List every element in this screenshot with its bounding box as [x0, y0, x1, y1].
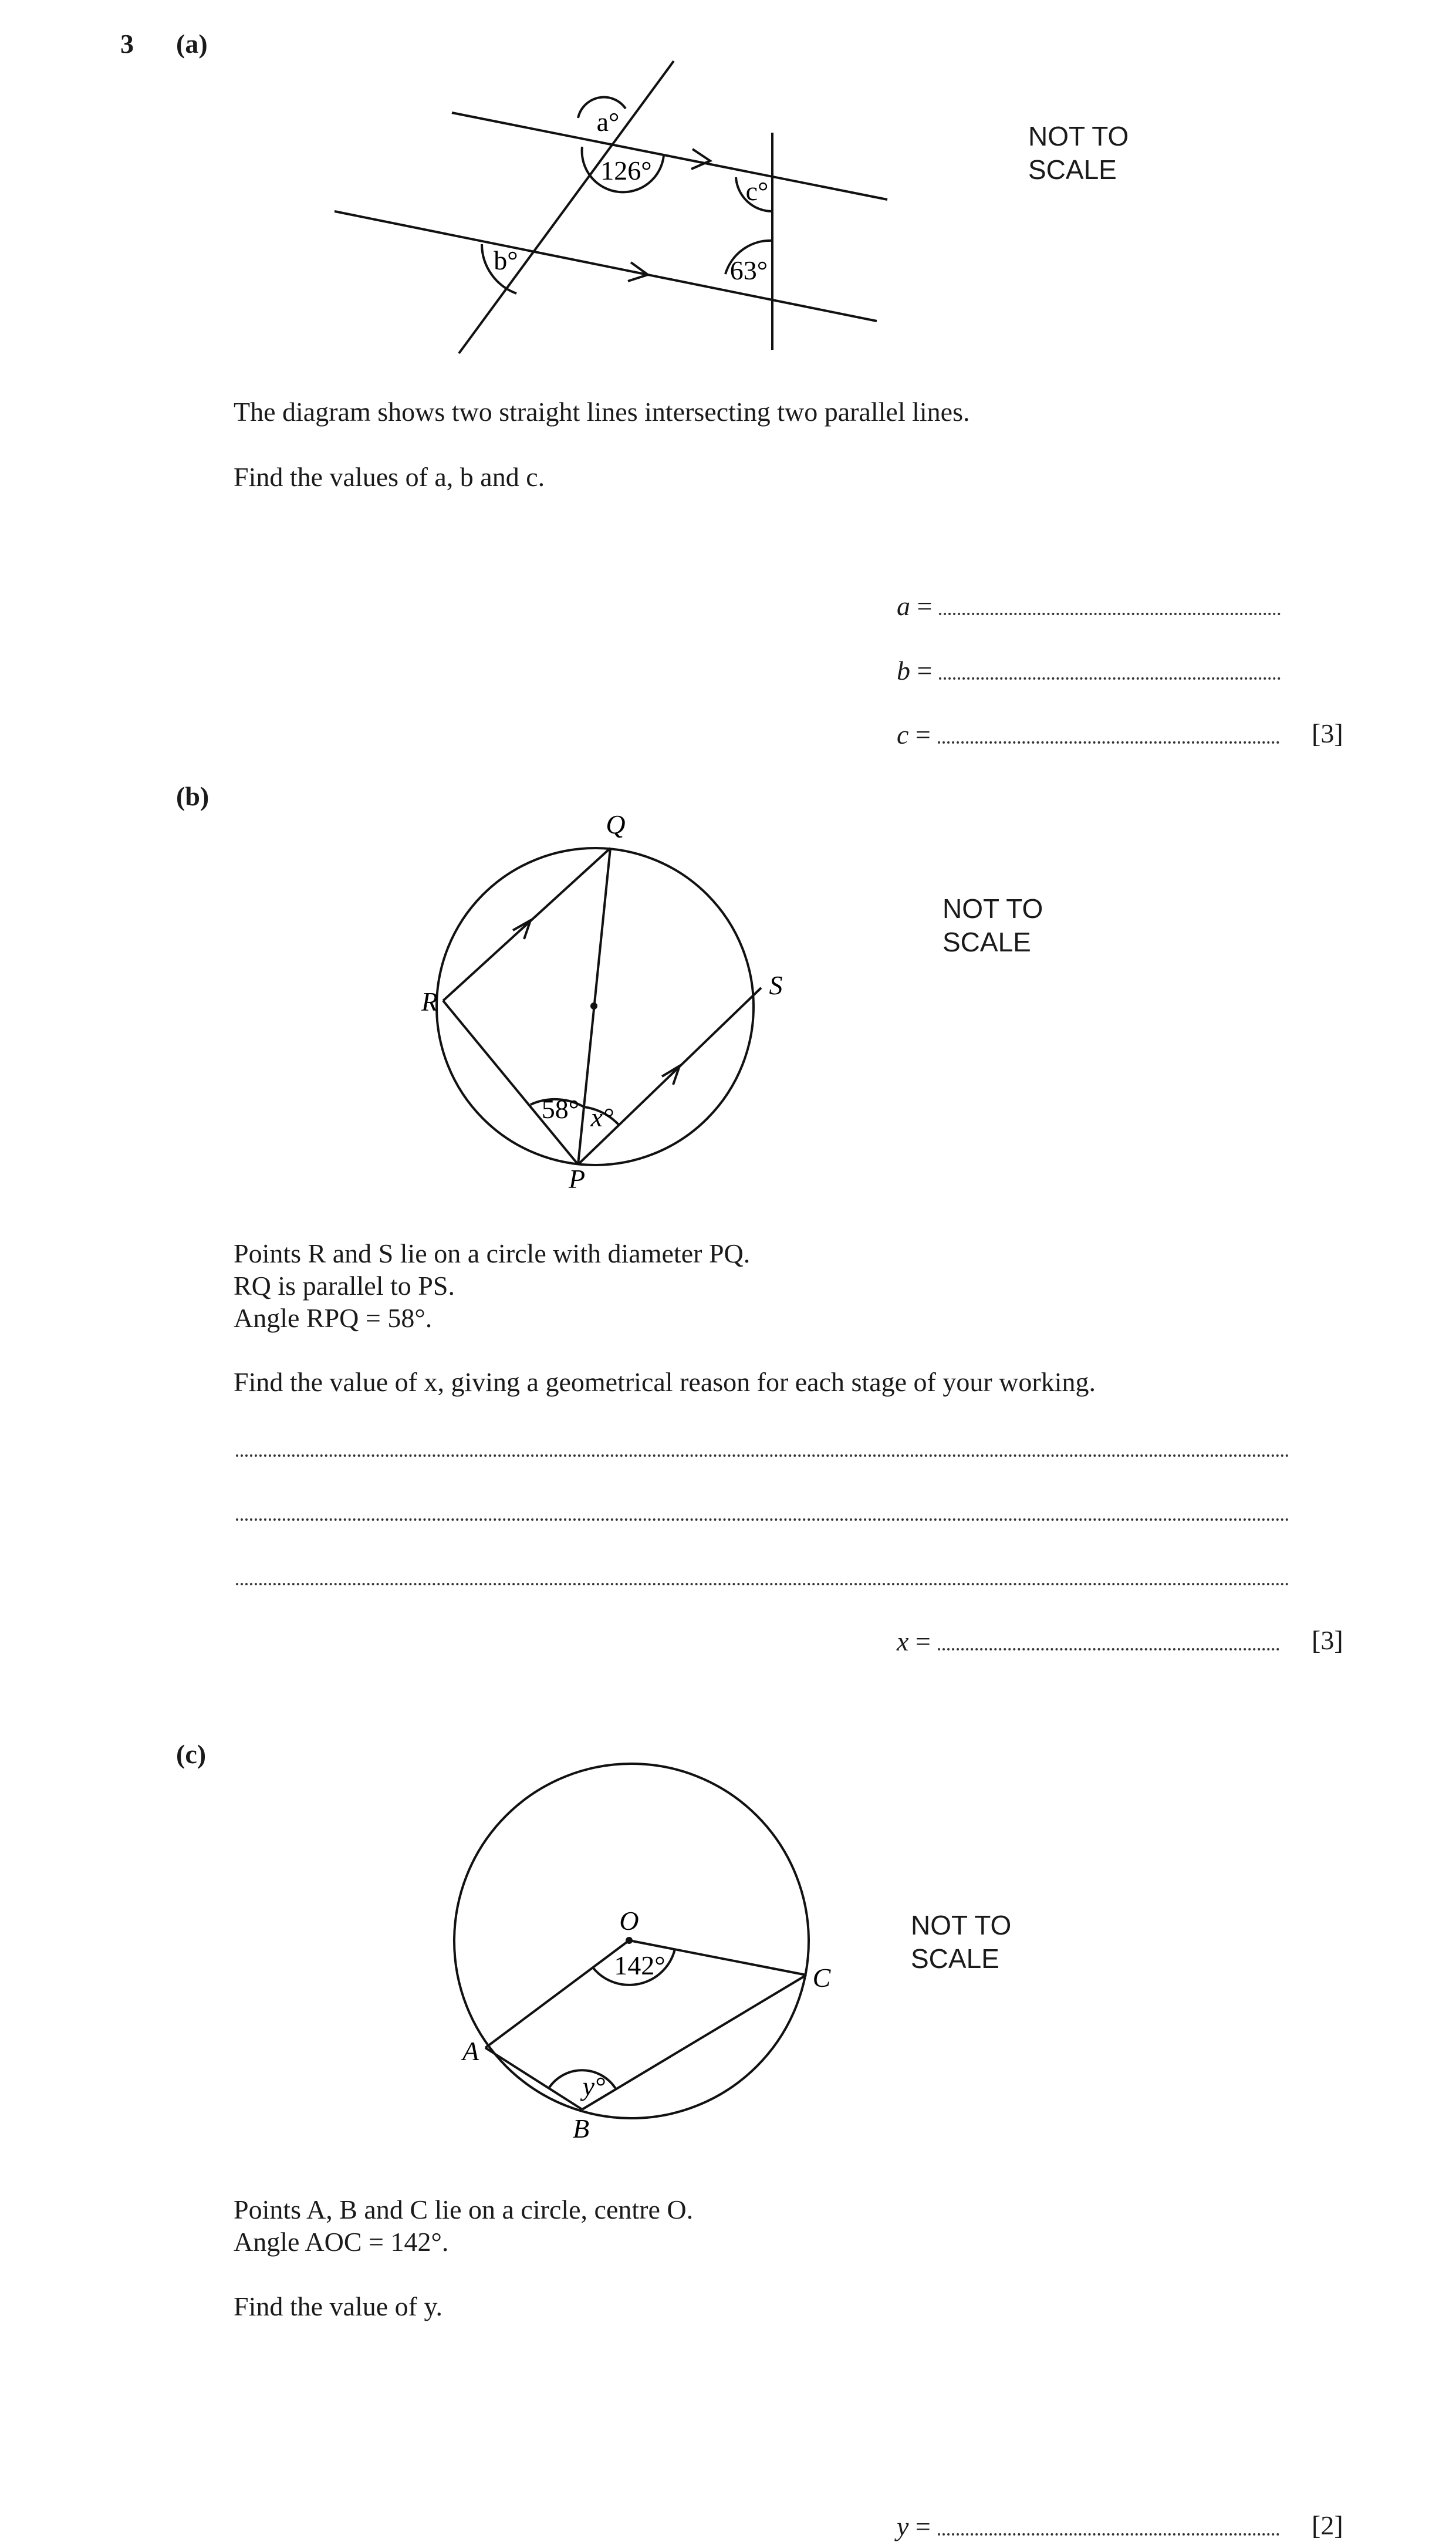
chord-ab [485, 2048, 582, 2109]
angle-b-label: b° [494, 245, 518, 275]
parallel-line-lower [335, 211, 877, 321]
working-line-1[interactable] [236, 1454, 1289, 1457]
part-b-text2: RQ is parallel to PS. [234, 1271, 455, 1301]
circle-diagram-c [0, 1749, 1456, 2172]
angle-y-label: y° [582, 2071, 606, 2101]
angle-126-label: 126° [600, 156, 652, 185]
answer-x-line[interactable]: x = [897, 1625, 1279, 1657]
part-c-text2: Angle AOC = 142°. [234, 2227, 449, 2257]
marks-a: [3] [1312, 718, 1343, 748]
parallel-arrow-upper [691, 149, 710, 169]
part-c-text3: Find the value of y. [234, 2291, 443, 2321]
not-to-scale-a: NOT TO SCALE [1028, 121, 1129, 185]
label-o: O [619, 1906, 639, 1936]
label-p: P [568, 1164, 586, 1194]
transversal-slanted [459, 61, 674, 353]
label-a: A [462, 2036, 479, 2066]
answer-a-line[interactable]: a = [897, 589, 1281, 622]
label-b: B [572, 2114, 590, 2143]
parallel-line-upper [452, 113, 887, 200]
angle-x-label: x° [590, 1102, 614, 1132]
part-a-label: (a) [176, 29, 208, 59]
angle-63-label: 63° [729, 255, 768, 285]
marks-b: [3] [1312, 1625, 1343, 1655]
not-to-scale-c: NOT TO SCALE [911, 1910, 1012, 1974]
label-r: R [421, 987, 438, 1017]
answer-b-line[interactable]: b = [897, 654, 1281, 686]
chord-ps [578, 988, 761, 1164]
centre-dot-o [626, 1937, 633, 1944]
radius-oa [485, 1940, 629, 2048]
angle-c-label: c° [745, 176, 769, 206]
angle-58-label: 58° [541, 1094, 580, 1124]
label-s: S [769, 970, 783, 1000]
angle-142-label: 142° [614, 1950, 665, 1980]
circle-diagram-b [0, 792, 1456, 1215]
answer-c-line[interactable]: c = [897, 718, 1279, 750]
parallel-lines-diagram [0, 0, 1456, 411]
part-a-text2: Find the values of a, b and c. [234, 462, 545, 492]
not-to-scale-b: NOT TO SCALE [942, 893, 1043, 957]
part-b-text1: Points R and S lie on a circle with diameter PQ. [234, 1238, 751, 1268]
part-c-text1: Points A, B and C lie on a circle, centre O. [234, 2195, 694, 2224]
part-c-label: (c) [176, 1739, 207, 1769]
question-number: 3 [120, 29, 134, 59]
part-b-label: (b) [176, 781, 210, 811]
part-b-text3: Angle RPQ = 58°. [234, 1303, 433, 1333]
working-line-2[interactable] [236, 1518, 1289, 1521]
chord-rq [443, 848, 610, 1001]
working-line-3[interactable] [236, 1583, 1289, 1585]
part-b-text4: Find the value of x, giving a geometrical reason for each stage of your working. [234, 1367, 1096, 1397]
label-q: Q [606, 809, 626, 839]
marks-c: [2] [1312, 2510, 1343, 2540]
centre-dot-b [590, 1002, 597, 1010]
label-c: C [812, 1963, 831, 1993]
angle-a-label: a° [596, 107, 620, 137]
part-a-text1: The diagram shows two straight lines intersecting two parallel lines. [234, 397, 970, 427]
answer-y-line[interactable]: y = [897, 2510, 1279, 2542]
